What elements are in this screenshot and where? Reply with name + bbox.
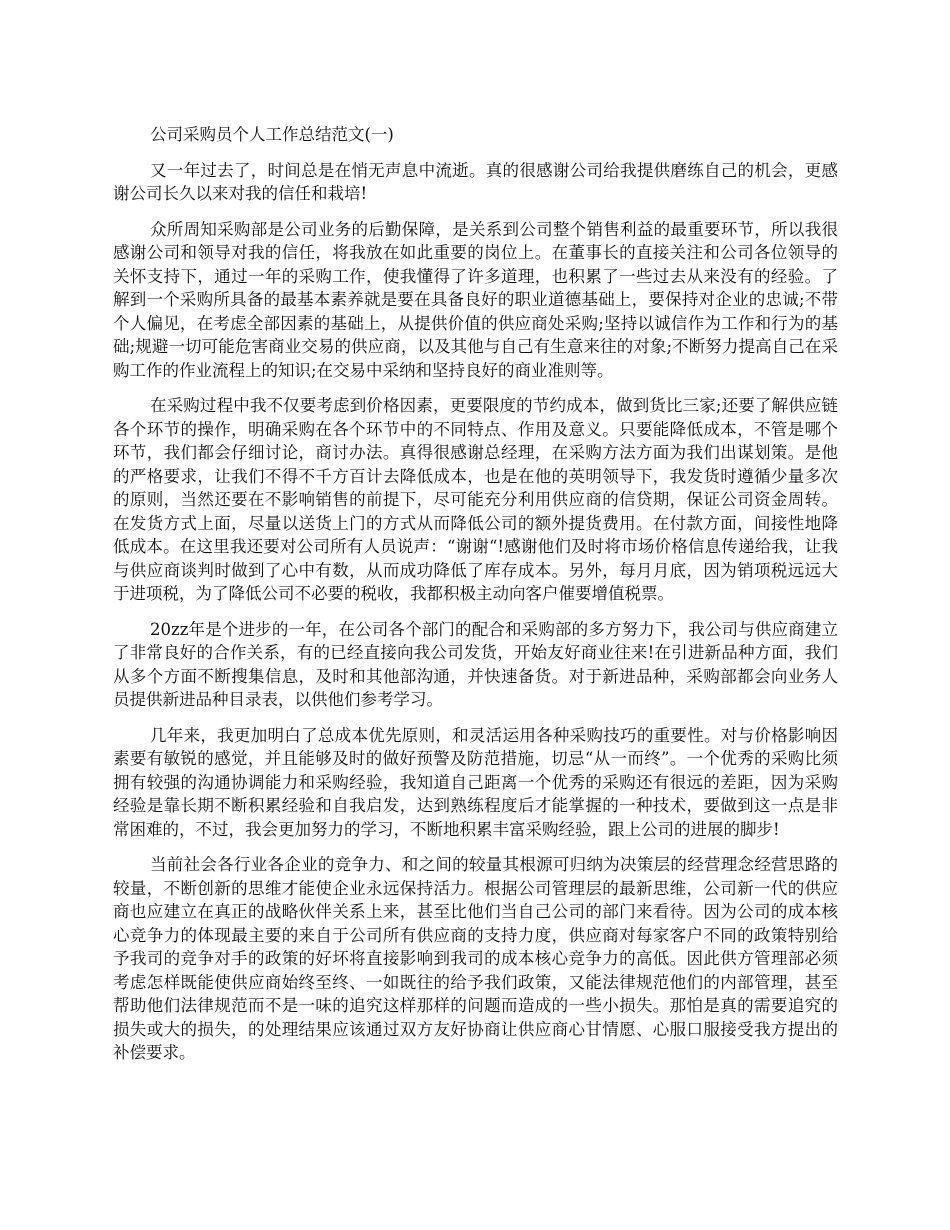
paragraph-3: 在采购过程中我不仅要考虑到价格因素，更要限度的节约成本，做到货比三家;还要了解供应链各个环节的操作，明确采购在各个环节中的不同特点、作用及意义。只要能降低成本，不管是哪个环节，我们都会仔细讨论，商讨办法。真得很感谢总经理，在采购方法方面为我们出谋划策。是他的严格要求，让我们不得不千方百计去降低成本，也是在他的英明领导下，我发货时遵循少量多次的原则，当然还要在不影响销售的前提下，尽可能充分利用供应商的信贷期，保证公司资金周转。在发货方式上面，尽量以送货上门的方式从而降低公司的额外提货费用。在付款方面，间接性地降低成本。在这里我还要对公司所有人员说声：“谢谢“!感谢他们及时将市场价格信息传递给我，让我与供应商谈判时做到了心中有数，从而成功降低了库存成本。另外，每月月底，因为销项税远远大于进项税，为了降低公司不必要的税收，我都积极主动向客户催要增值税票。: [113, 396, 838, 603]
paragraph-2: 众所周知采购部是公司业务的后勤保障，是关系到公司整个销售利益的最重要环节，所以我很感谢公司和领导对我的信任，将我放在如此重要的岗位上。在董事长的直接关注和公司各位领导的关怀支持下，通过一年的采购工作，使我懂得了许多道理，也积累了一些过去从来没有的经验。了解到一个采购所具备的最基本素养就是要在具备良好的职业道德基础上，要保持对企业的忠诚;不带个人偏见，在考虑全部因素的基础上，从提供价值的供应商处采购;坚持以诚信作为工作和行为的基础;规避一切可能危害商业交易的供应商，以及其他与自己有生意来往的对象;不断努力提高自己在采购工作的作业流程上的知识;在交易中采纳和坚持良好的商业准则等。: [113, 219, 838, 380]
paragraph-5: 几年来，我更加明白了总成本优先原则，和灵活运用各种采购技巧的重要性。对与价格影响因素要有敏锐的感觉，并且能够及时的做好预警及防范措施，切忌“从一而终”。一个优秀的采购比须拥有较强的沟通协调能力和采购经验，我知道自己距离一个优秀的采购还有很远的差距，因为采购经验是靠长期不断积累经验和自我启发，达到熟练程度后才能掌握的一种技术，要做到这一点是非常困难的，不过，我会更加努力的学习，不断地积累丰富采购经验，跟上公司的进展的脚步!: [113, 725, 838, 839]
paragraph-1: 又一年过去了，时间总是在悄无声息中流逝。真的很感谢公司给我提供磨练自己的机会，更感谢公司长久以来对我的信任和栽培!: [113, 160, 838, 203]
document-title: 公司采购员个人工作总结范文(一): [150, 125, 394, 144]
paragraph-6: 当前社会各行业各企业的竞争力、和之间的较量其根源可归纳为决策层的经营理念经营思路的较量，不断创新的思维才能使企业永远保持活力。根据公司管理层的最新思维，公司新一代的供应商也应建立在真正的战略伙伴关系上来，甚至比他们当自己公司的部门来看待。因为公司的成本核心竞争力的体现最主要的来自于公司所有供应商的支持力度，供应商对每家客户不同的政策特别给予我司的竞争对手的政策的好坏将直接影响到我司的成本核心竞争力的高低。因此供方管理部必须考虑怎样既能使供应商始终至终、一如既往的给予我们政策，又能法律规范他们的内部管理，甚至帮助他们法律规范而不是一味的追究这样那样的问题而造成的一些小损失。那怕是真的需要追究的损失或大的损失，的处理结果应该通过双方友好协商让供应商心甘情愿、心服口服接受我方提出的补偿要求。: [113, 855, 838, 1062]
document-body: [113, 123, 838, 1077]
paragraph-4: 20zz年是个进步的一年，在公司各个部门的配合和采购部的多方努力下，我公司与供应商建立了非常良好的合作关系，有的已经直接向我公司发货，开始友好商业往来!在引进新品种方面，我们从多个方面不断搜集信息，及时和其他部沟通，并快速备货。对于新进品种，采购部都会向业务人员提供新进品种目录表，以供他们参考学习。: [113, 619, 838, 709]
